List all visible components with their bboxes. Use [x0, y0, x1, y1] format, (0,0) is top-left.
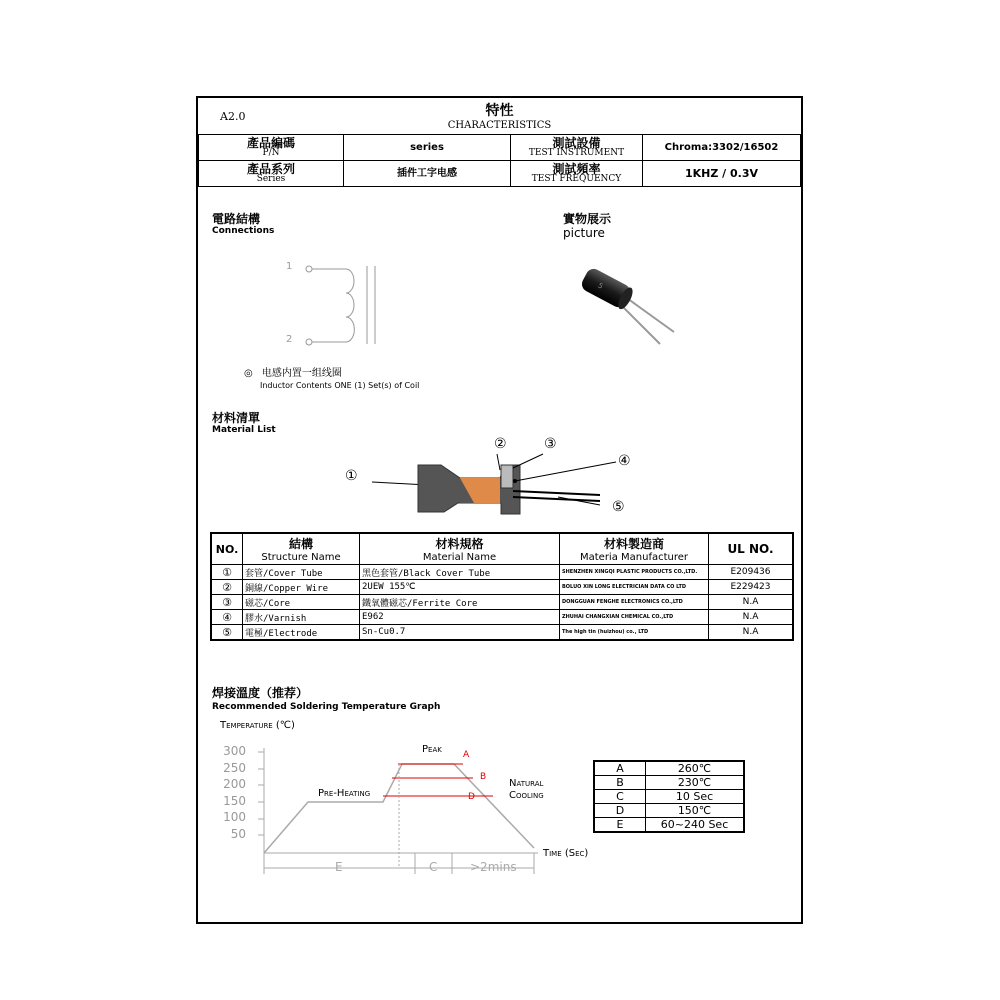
material-title-cn: 材料清單 — [212, 411, 261, 425]
col-material — [360, 533, 560, 565]
coil-note-en: Inductor Contents ONE (1) Set(s) of Coil — [260, 381, 420, 390]
col-structure-en: Structure Name — [261, 552, 341, 563]
frequency-label-en: TEST FREQUENCY — [531, 174, 622, 184]
coil-note-cn-row — [244, 364, 342, 379]
table-row — [211, 595, 793, 610]
series-label-en: Series — [256, 174, 286, 184]
time-axis-label: Time (Sec) — [543, 848, 589, 859]
connections-title-cn: 電路結構 — [212, 212, 261, 226]
instrument-label-cn: 測試設備 — [552, 136, 601, 150]
header-row — [199, 161, 801, 187]
table-row — [211, 625, 793, 641]
pn-value: series — [344, 135, 511, 161]
row-no: ③ — [211, 595, 243, 610]
note-symbol: ◎ — [244, 368, 253, 379]
col-material-en: Material Name — [422, 552, 497, 563]
segment-c-label: C — [429, 860, 438, 874]
picture-title-en: picture — [563, 226, 605, 240]
cross-section-diagram — [338, 443, 638, 523]
callout-2: ② — [494, 436, 507, 452]
row-structure: 銅線/Copper Wire — [243, 580, 360, 595]
row-material: 鐵氧體磁芯/Ferrite Core — [360, 595, 560, 610]
row-manufacturer: The high tin (huizhou) co., LTD — [560, 625, 709, 641]
table-row — [211, 580, 793, 595]
row-structure: 磁芯/Core — [243, 595, 360, 610]
row-ul: N.A — [709, 625, 794, 641]
series-label-cn: 產品系列 — [246, 162, 295, 176]
soldering-title-en: Recommended Soldering Temperature Graph — [212, 702, 441, 712]
callout-1: ① — [345, 468, 358, 484]
frequency-label-cn: 測試頻率 — [552, 162, 601, 176]
temp-row — [594, 804, 744, 818]
col-mfr-cn: 材料製造商 — [603, 537, 664, 551]
natural-label: Natural — [509, 778, 544, 789]
soldering-title-cn: 焊接溫度（推荐） — [212, 686, 309, 700]
col-no: NO. — [211, 533, 243, 565]
pre-heating-label: Pre-Heating — [318, 788, 371, 799]
frequency-value: 1KHZ / 0.3V — [643, 161, 801, 187]
col-material-cn: 材料規格 — [435, 537, 484, 551]
material-title-en: Material List — [212, 425, 276, 435]
col-mfr-en: Materia Manufacturer — [579, 552, 689, 563]
material-table — [210, 532, 794, 641]
row-ul: E209436 — [709, 565, 794, 580]
row-manufacturer: BOLUO XIN LONG ELECTRICIAN DATA CO LTD — [560, 580, 709, 595]
row-material: 2UEW 155℃ — [360, 580, 560, 595]
coil-schematic — [298, 258, 388, 348]
frequency-label-cell — [511, 161, 643, 187]
temp-key: D — [594, 804, 646, 818]
temperature-table — [593, 760, 745, 833]
coil-note-cn: 电感内置一组线圈 — [261, 368, 342, 379]
col-ul: UL NO. — [709, 533, 794, 565]
header-row — [199, 135, 801, 161]
segment-e-label: E — [335, 860, 343, 874]
callout-4: ④ — [618, 453, 631, 469]
row-material: E962 — [360, 610, 560, 625]
temp-value: 10 Sec — [646, 790, 745, 804]
row-manufacturer: ZHUHAI CHANGXIAN CHEMICAL CO.,LTD — [560, 610, 709, 625]
row-no: ② — [211, 580, 243, 595]
row-manufacturer: SHENZHEN XINGQI PLASTIC PRODUCTS CO.,LTD. — [560, 565, 709, 580]
row-structure: 膠水/Varnish — [243, 610, 360, 625]
row-ul: N.A — [709, 610, 794, 625]
pn-label-en: P/N — [262, 148, 280, 158]
pn-label-cell — [199, 135, 344, 161]
cooling-label: Cooling — [509, 790, 544, 801]
series-value: 插件工字电感 — [344, 161, 511, 187]
row-structure: 電極/Electrode — [243, 625, 360, 641]
row-no: ⑤ — [211, 625, 243, 641]
temp-value: 150℃ — [646, 804, 745, 818]
y-tick: 100 — [223, 810, 246, 825]
svg-text:5: 5 — [596, 281, 605, 291]
y-tick: 150 — [223, 793, 246, 808]
row-structure: 套管/Cover Tube — [243, 565, 360, 580]
row-ul: N.A — [709, 595, 794, 610]
connections-title-en: Connections — [212, 226, 275, 236]
peak-label: Peak — [422, 744, 442, 755]
row-ul: E229423 — [709, 580, 794, 595]
temp-key: A — [594, 761, 646, 776]
temp-key: C — [594, 790, 646, 804]
callout-5: ⑤ — [612, 499, 625, 515]
temp-row — [594, 761, 744, 776]
instrument-label-cell — [511, 135, 643, 161]
table-row — [211, 610, 793, 625]
temp-key: B — [594, 776, 646, 790]
temp-value: 60~240 Sec — [646, 818, 745, 833]
temp-key: E — [594, 818, 646, 833]
pin-1-label: 1 — [286, 261, 293, 272]
col-structure-cn: 結構 — [288, 537, 313, 551]
marker-d: D — [468, 792, 475, 802]
row-no: ④ — [211, 610, 243, 625]
temp-row — [594, 776, 744, 790]
y-tick: 300 — [223, 744, 246, 758]
temp-row — [594, 818, 744, 833]
temp-value: 230℃ — [646, 776, 745, 790]
pin-2-label: 2 — [286, 334, 293, 345]
spec-sheet — [196, 96, 803, 924]
title-cn: 特性 — [485, 103, 514, 119]
segment-tail-label: >2mins — [470, 860, 517, 874]
instrument-label-en: TEST INSTRUMENT — [528, 148, 625, 158]
marker-a: A — [463, 750, 470, 760]
title-en: CHARACTERISTICS — [447, 120, 552, 131]
callout-3: ③ — [544, 436, 557, 452]
series-label-cell — [199, 161, 344, 187]
y-tick: 250 — [223, 760, 246, 775]
col-structure — [243, 533, 360, 565]
instrument-value: Chroma:3302/16502 — [643, 135, 801, 161]
marker-b: B — [480, 772, 487, 782]
row-no: ① — [211, 565, 243, 580]
y-tick: 200 — [223, 777, 246, 792]
row-material: Sn-Cu0.7 — [360, 625, 560, 641]
inductor-photo — [578, 266, 688, 351]
temp-value: 260℃ — [646, 761, 745, 776]
col-manufacturer — [560, 533, 709, 565]
table-row — [211, 565, 793, 580]
y-axis-label: Temperature (℃) — [220, 720, 295, 731]
header-table — [198, 134, 801, 187]
material-header-row — [211, 533, 793, 565]
doc-code: A2.0 — [220, 110, 246, 123]
row-manufacturer: DONGGUAN FENGHE ELECTRONICS CO.,LTD — [560, 595, 709, 610]
y-tick: 50 — [230, 826, 246, 841]
row-material: 黑色套管/Black Cover Tube — [360, 565, 560, 580]
picture-title-cn: 實物展示 — [563, 212, 612, 226]
pn-label-cn: 產品編碼 — [246, 136, 295, 150]
temp-row — [594, 790, 744, 804]
